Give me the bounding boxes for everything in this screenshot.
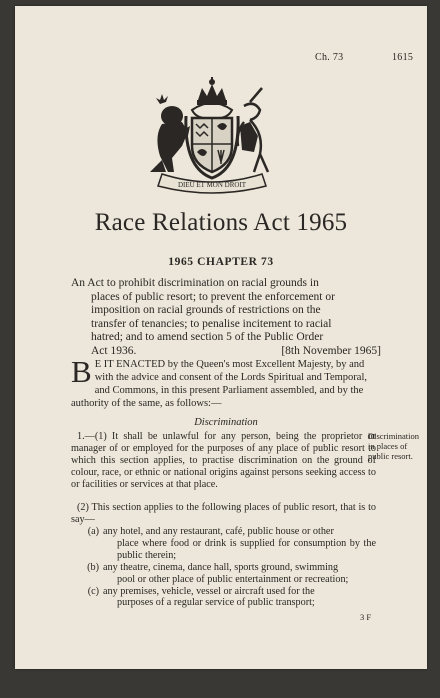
long-title-line: hatred; and to amend section 5 of the Public Order <box>91 331 324 343</box>
long-title-line: imposition on racial grounds of restrictions on the <box>91 304 321 316</box>
crest-motto: DIEU ET MON DROIT <box>177 181 247 189</box>
chapter-line: 1965 CHAPTER 73 <box>168 256 274 268</box>
section-text: (2) This section applies to the following places of public resort, that is to say— <box>71 502 376 525</box>
paragraph-list <box>71 526 376 609</box>
list-item <box>71 586 376 610</box>
signature-mark: 3 F <box>360 612 372 622</box>
item-line: any premises, vehicle, vessel or aircraft used for the <box>103 585 315 597</box>
royal-coat-of-arms-icon <box>132 76 292 194</box>
drop-cap: B <box>71 354 92 389</box>
item-line: place where food or drink is supplied for consumption by the public therein; <box>117 537 376 561</box>
section-1-subsection-1 <box>71 431 376 491</box>
enacting-text: by the Queen's most Excellent Majesty, by and with the advice and consent of the Lords Spiritual and Temporal, and Commons, in this present Parliament assembled, and by the authority of the same, as follows:— <box>71 359 367 409</box>
long-title <box>71 277 381 358</box>
item-line: purposes of a regular service of public transport; <box>117 597 315 609</box>
long-title-line: places of public resort; to prevent the enforcement or <box>91 290 335 303</box>
long-title-last-line <box>71 345 381 359</box>
item-text <box>103 526 376 562</box>
enacting-formula <box>71 354 381 410</box>
long-title-line: Act 1936. <box>91 344 137 357</box>
royal-assent-date: [8th November 1965] <box>281 344 381 357</box>
item-label: (a) <box>87 526 99 537</box>
chapter-number: Ch. 73 <box>315 52 344 63</box>
item-line: any theatre, cinema, dance hall, sports ground, swimming <box>103 561 339 573</box>
act-title: Race Relations Act 1965 <box>94 209 348 236</box>
item-label: (c) <box>87 585 99 597</box>
item-text <box>103 586 376 610</box>
page-number: 1615 <box>392 52 414 63</box>
item-line: pool or other place of public entertainment or recreation; <box>117 573 349 585</box>
section-text: 1.—(1) It shall be unlawful for any person, being the proprietor or manager of or employed for the purposes of any place of public resort to which this section applies, to practise discrimination on the ground of colour, race, or ethnic or national origins against persons seeking access to or facilities or services at that place. <box>71 431 376 490</box>
long-title-line: transfer of tenancies; to penalise incitement to racial <box>91 317 332 330</box>
list-item <box>71 526 376 562</box>
section-1-subsection-2 <box>71 502 376 526</box>
enacting-lead: E IT ENACTED <box>94 359 166 370</box>
cross-heading: Discrimination <box>194 417 258 428</box>
item-label: (b) <box>87 561 99 573</box>
long-title-line: An Act to prohibit discrimination on racial grounds in <box>71 277 319 289</box>
marginal-note: Discrimination in places of public resort. <box>368 431 419 461</box>
item-line: any hotel, and any restaurant, café, public house or other <box>103 526 334 537</box>
statute-page <box>15 6 427 669</box>
list-item <box>71 562 376 586</box>
item-text <box>103 562 376 586</box>
